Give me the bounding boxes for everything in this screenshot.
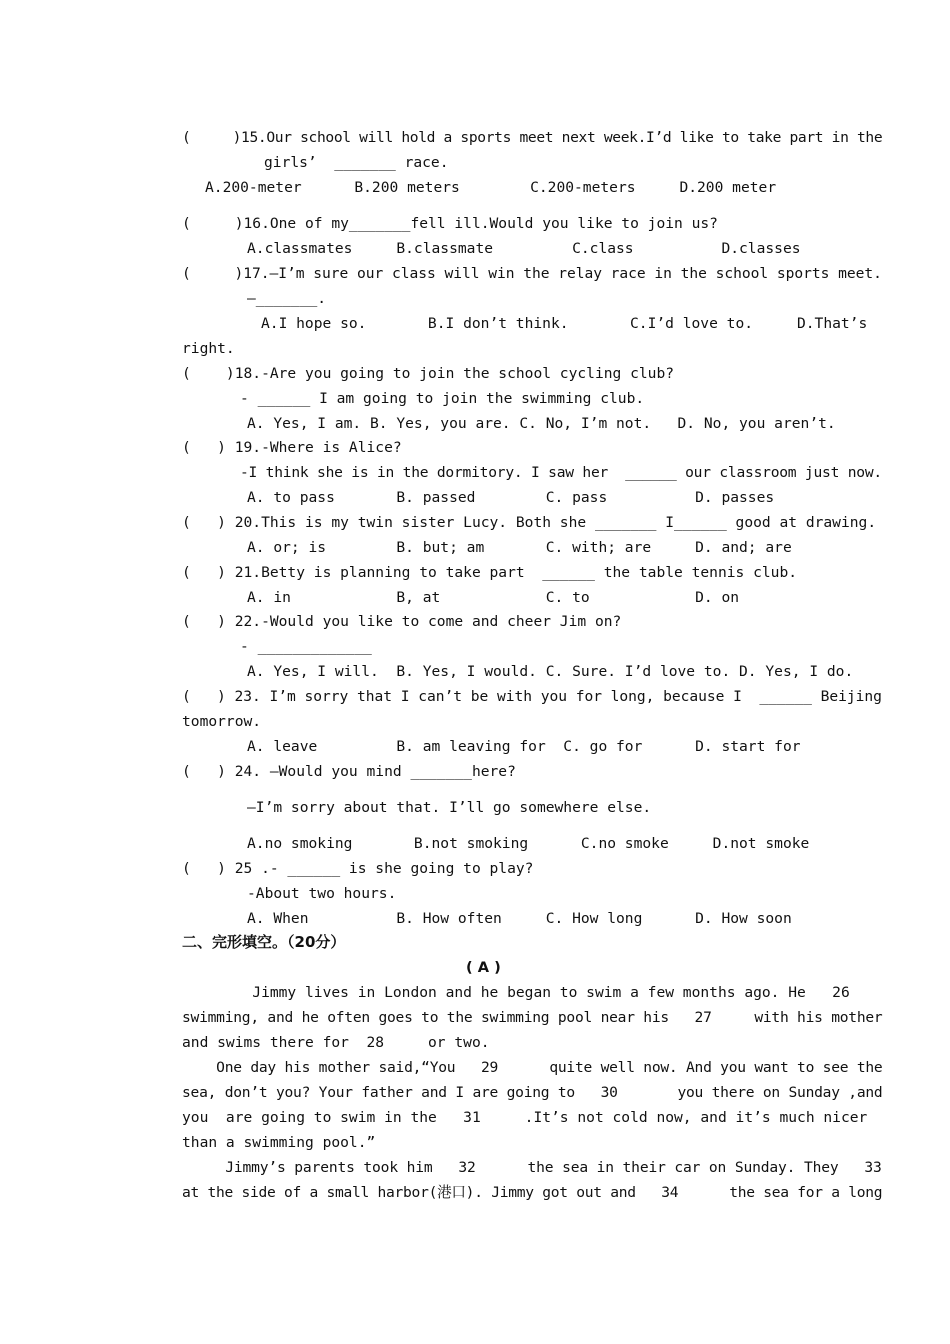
- q25-response: -About two hours.: [247, 885, 397, 902]
- q24-options: A.no smoking B.not smoking C.no smoke D.not smoke: [247, 835, 810, 852]
- passage-line: sea, don’t you? Your father and I are going to 30 you there on Sunday ,and: [182, 1084, 883, 1101]
- q19-response: -I think she is in the dormitory. I saw her ______ our classroom just now.: [240, 464, 882, 481]
- passage-line: and swims there for 28 or two.: [182, 1034, 490, 1051]
- section-heading-cloze: 二、完形填空。（20分）: [182, 933, 346, 951]
- q18-options: A. Yes, I am. B. Yes, you are. C. No, I’m not. D. No, you aren’t.: [247, 415, 836, 432]
- q25-stem: ( ) 25 .- ______ is she going to play?: [182, 860, 534, 877]
- q18-stem: ( )18.-Are you going to join the school cycling club?: [182, 365, 675, 382]
- q20-stem: ( ) 20.This is my twin sister Lucy. Both she _______ I______ good at drawing.: [182, 514, 877, 531]
- q18-response: - ______ I am going to join the swimming club.: [240, 390, 645, 407]
- passage-line: Jimmy’s parents took him 32 the sea in their car on Sunday. They 33: [182, 1159, 882, 1176]
- q17-options: A.I hope so. B.I don’t think. C.I’d love to. D.That’s: [261, 315, 868, 332]
- q20-options: A. or; is B. but; am C. with; are D. and; are: [247, 539, 792, 556]
- q21-stem: ( ) 21.Betty is planning to take part ______ the table tennis club.: [182, 564, 798, 581]
- q23-stem-cont: tomorrow.: [182, 713, 262, 730]
- q19-stem: ( ) 19.-Where is Alice?: [182, 439, 402, 456]
- q17-stem: ( )17.—I’m sure our class will win the relay race in the school sports meet.: [182, 265, 882, 282]
- passage-line: at the side of a small harbor(港口). Jimmy got out and 34 the sea for a long: [182, 1184, 883, 1201]
- passage-line: swimming, and he often goes to the swimming pool near his 27 with his mother: [182, 1009, 883, 1026]
- q15-options: A.200-meter B.200 meters C.200-meters D.200 meter: [205, 179, 777, 196]
- q16-stem: ( )16.One of my_______fell ill.Would you like to join us?: [182, 215, 718, 232]
- q16-options: A.classmates B.classmate C.class D.classes: [247, 240, 801, 257]
- q24-response: —I’m sorry about that. I’ll go somewhere else.: [247, 799, 652, 816]
- q21-options: A. in B, at C. to D. on: [247, 589, 740, 606]
- q22-response: - _____________: [240, 638, 372, 655]
- q17-response: —_______.: [247, 290, 327, 307]
- q25-options: A. When B. How often C. How long D. How soon: [247, 910, 792, 927]
- q15-stem: ( )15.Our school will hold a sports meet next week.I’d like to take part in the: [182, 129, 883, 146]
- q17-options-wrap: right.: [182, 340, 235, 357]
- q24-stem: ( ) 24. —Would you mind _______here?: [182, 763, 516, 780]
- passage-label: ( A ): [466, 959, 501, 976]
- q22-options: A. Yes, I will. B. Yes, I would. C. Sure. I’d love to. D. Yes, I do.: [247, 663, 854, 680]
- q22-stem: ( ) 22.-Would you like to come and cheer Jim on?: [182, 613, 622, 630]
- q19-options: A. to pass B. passed C. pass D. passes: [247, 489, 775, 506]
- passage-line: Jimmy lives in London and he began to swim a few months ago. He 26: [182, 984, 850, 1001]
- passage-line: you are going to swim in the 31 .It’s not cold now, and it’s much nicer: [182, 1109, 868, 1126]
- q23-options: A. leave B. am leaving for C. go for D. start for: [247, 738, 801, 755]
- q15-stem-cont: girls’ _______ race.: [264, 154, 449, 171]
- q23-stem: ( ) 23. I’m sorry that I can’t be with you for long, because I ______ Beijing: [182, 688, 882, 705]
- passage-line: One day his mother said,“You 29 quite well now. And you want to see the: [182, 1059, 883, 1076]
- passage-line: than a swimming pool.”: [182, 1134, 376, 1151]
